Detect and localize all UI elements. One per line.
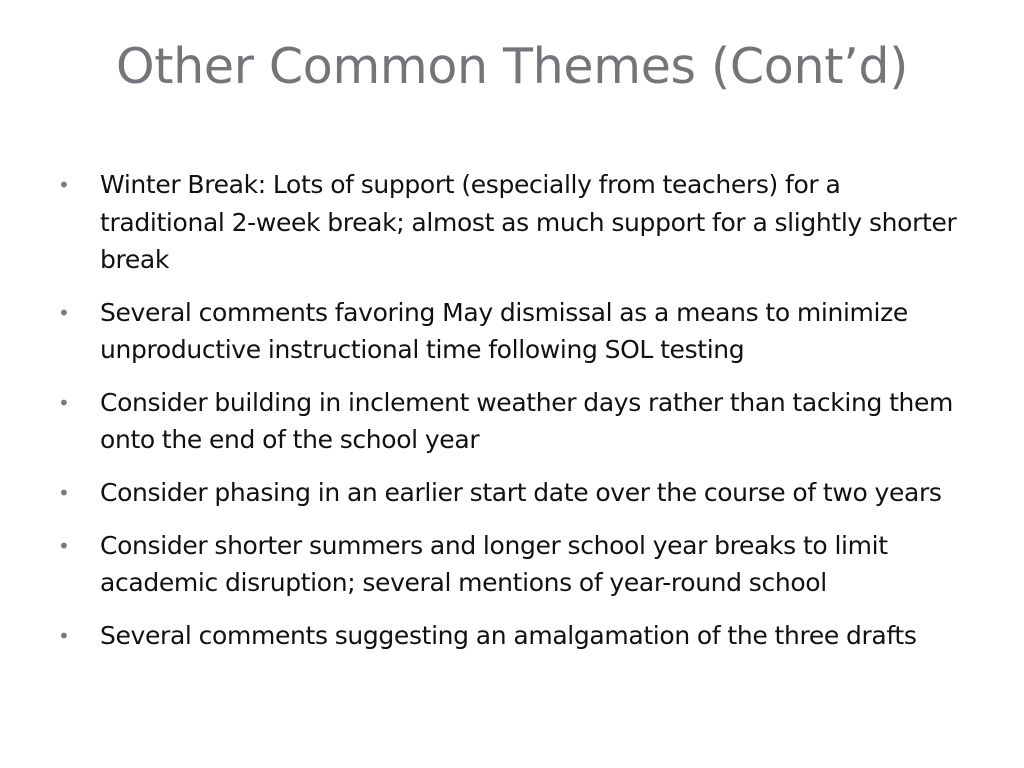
bullet-item	[58, 294, 958, 369]
bullet-item	[58, 384, 958, 459]
bullet-item	[58, 527, 958, 602]
bullet-text: Several comments favoring May dismissal as a means to minimize unproductive instructional time following SOL testing	[100, 297, 908, 364]
bullet-list	[58, 166, 958, 670]
bullet-dot: •	[58, 173, 70, 197]
bullet-dot: •	[58, 480, 70, 505]
bullet-text: Consider phasing in an earlier start date over the course of two years	[100, 477, 942, 507]
bullet-item	[58, 474, 958, 512]
bullet-dot: •	[58, 533, 70, 558]
bullet-dot: •	[58, 390, 70, 415]
bullet-item	[58, 617, 958, 655]
bullet-dot: •	[58, 623, 70, 648]
bullet-text: Several comments suggesting an amalgamation of the three drafts	[100, 620, 917, 650]
bullet-text: Consider building in inclement weather days rather than tacking them onto the end of the school year	[100, 387, 954, 454]
bullet-text: Consider shorter summers and longer school year breaks to limit academic disruption; several mentions of year-round school	[100, 530, 888, 597]
bullet-dot: •	[58, 300, 70, 325]
bullet-text: Winter Break: Lots of support (especially from teachers) for a traditional 2-week break; almost as much support for a slightly shorter break	[100, 170, 957, 274]
slide-title: Other Common Themes (Cont’d)	[115, 38, 909, 95]
bullet-item	[58, 166, 958, 279]
